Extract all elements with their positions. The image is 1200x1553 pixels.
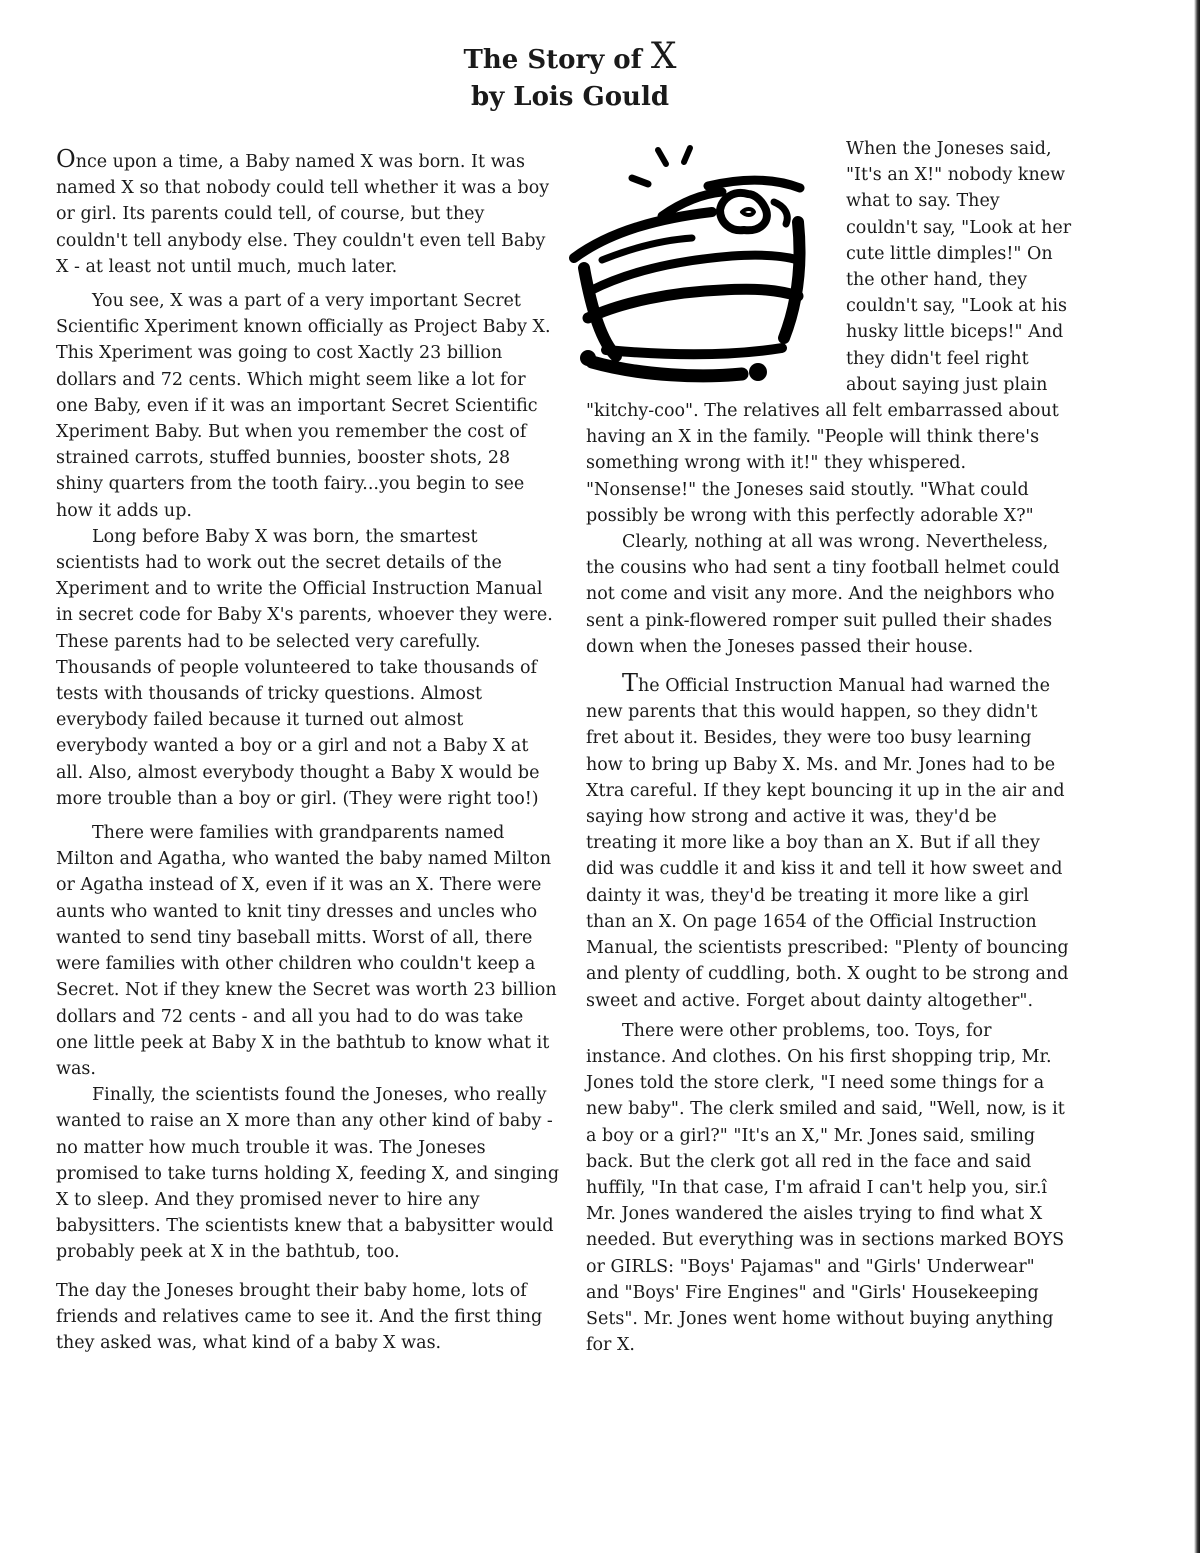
paragraph-5: Finally, the scientists found the Joneses, who really wanted to raise an X more than any other kind of baby - no matter how much trouble it was. The Joneses promised to take turns holding X, feeding X, and singing X to sleep. And they promised never to hire any babysitters. The scientists knew that a babysitter would probably peek at X in the bathtub, too.	[56, 1085, 560, 1263]
paragraph-1-text: nce upon a time, a Baby named X was born. It was named X so that nobody could tell whether it was a boy or girl. Its parents could tell, of course, but they couldn't tell anybody else. They couldn't even tell Baby X - at least not until much, much later.	[56, 152, 550, 277]
title-line	[0, 38, 1140, 79]
byline: by Lois Gould	[470, 82, 670, 112]
paragraph-10: There were other problems, too. Toys, for instance. And clothes. On his first shopping trip, Mr. Jones told the store clerk, "I need some things for a new baby". The clerk smiled and said, "Well, now, is it a boy or a girl?" "It's an X," Mr. Jones said, smiling back. But the clerk got all red in the face and said huffily, "In that case, I'm afraid I can't help you, sir.î Mr. Jones wandered the aisles trying to find what X needed. But everything was in sections marked BOYS or GIRLS: "Boys' Pajamas" and "Girls' Underwear" and "Boys' Fire Engines" and "Girls' Housekeeping Sets". Mr. Jones went home without buying anything for X.	[586, 1020, 1065, 1356]
left-column	[56, 146, 560, 1356]
paragraph-4: There were families with grandparents named Milton and Agatha, who wanted the baby named Milton or Agatha instead of X, even if it was an X. There were aunts who wanted to knit tiny dresses and uncles who wanted to send tiny baseball mitts. Worst of all, there were families with other children who couldn't keep a Secret. Not if they knew the Secret was worth 23 billion dollars and 72 cents - and all you had to do was take one little peek at Baby X in the bathtub to know what it was.	[56, 823, 557, 1079]
paragraph-8: Clearly, nothing at all was wrong. Nevertheless, the cousins who had sent a tiny football helmet could not come and visit any more. And the neighbors who sent a pink-flowered romper suit pulled their shades down when the Joneses passed their house.	[586, 532, 1060, 657]
paragraph-1	[56, 146, 560, 280]
paragraph-7-block	[586, 136, 1072, 529]
paragraph-9-text: he Official Instruction Manual had warned the new parents that this would happen, so they didn't fret about it. Besides, they were too busy learning how to bring up Baby X. Ms. and Mr. Jones had to be Xtra careful. If they kept bouncing it up in the air and saying how strong and active it was, they'd be treating it more like a boy than an X. But if all they did was cuddle it and kiss it and tell it how sweet and dainty it was, they'd be treating it more like a girl than an X. On page 1654 of the Official Instruction Manual, the scientists prescribed: "Plenty of bouncing and plenty of cuddling, both. X ought to be strong and sweet and active. Forget about dainty altogether".	[586, 676, 1069, 1011]
scan-edge	[1194, 0, 1200, 1553]
paragraph-9	[586, 670, 1072, 1014]
drop-initial-t: T	[622, 669, 639, 698]
right-column	[586, 136, 1072, 1358]
paragraph-6: The day the Joneses brought their baby home, lots of friends and relatives came to see it. And the first thing they asked was, what kind of a baby X was.	[56, 1280, 543, 1353]
paragraph-2: You see, X was a part of a very important Secret Scientific Xperiment known officially as Project Baby X. This Xperiment was going to cost Xactly 23 billion dollars and 72 cents. Which might seem like a lot for one Baby, even if it was an important Secret Scientific Xperiment Baby. But when you remember the cost of strained carrots, stuffed bunnies, booster shots, 28 shiny quarters from the tooth fairy...you begin to see how it adds up.	[56, 291, 551, 521]
story-title	[0, 38, 1140, 116]
title-prefix: The Story of	[463, 45, 651, 75]
baby-cradle-icon	[562, 142, 830, 384]
paragraph-7-text: When the Joneses said, "It's an X!" nobody knew what to say. They couldn't say, "Look at her cute little dimples!" On the other hand, they couldn't say, "Look at his husky little biceps!" And they didn't feel right about saying just plain "kitchy-coo". The relatives all felt embarrassed about having an X in the family. "People will think there's something wrong with it!" they whispered. "Nonsense!" the Joneses said stoutly. "What could possibly be wrong with this perfectly adorable X?"	[586, 139, 1072, 526]
title-letter: X	[650, 36, 677, 77]
drop-initial: O	[56, 145, 76, 173]
paragraph-3: Long before Baby X was born, the smartest scientists had to work out the secret details of the Xperiment and to write the Official Instruction Manual in secret code for Baby X's parents, whoever they were. These parents had to be selected very carefully. Thousands of people volunteered to take thousands of tests with thousands of tricky questions. Almost everybody failed because it turned out almost everybody wanted a boy or a girl and not a Baby X at all. Also, almost everybody thought a Baby X would be more trouble than a boy or girl. (They were right too!)	[56, 526, 553, 809]
